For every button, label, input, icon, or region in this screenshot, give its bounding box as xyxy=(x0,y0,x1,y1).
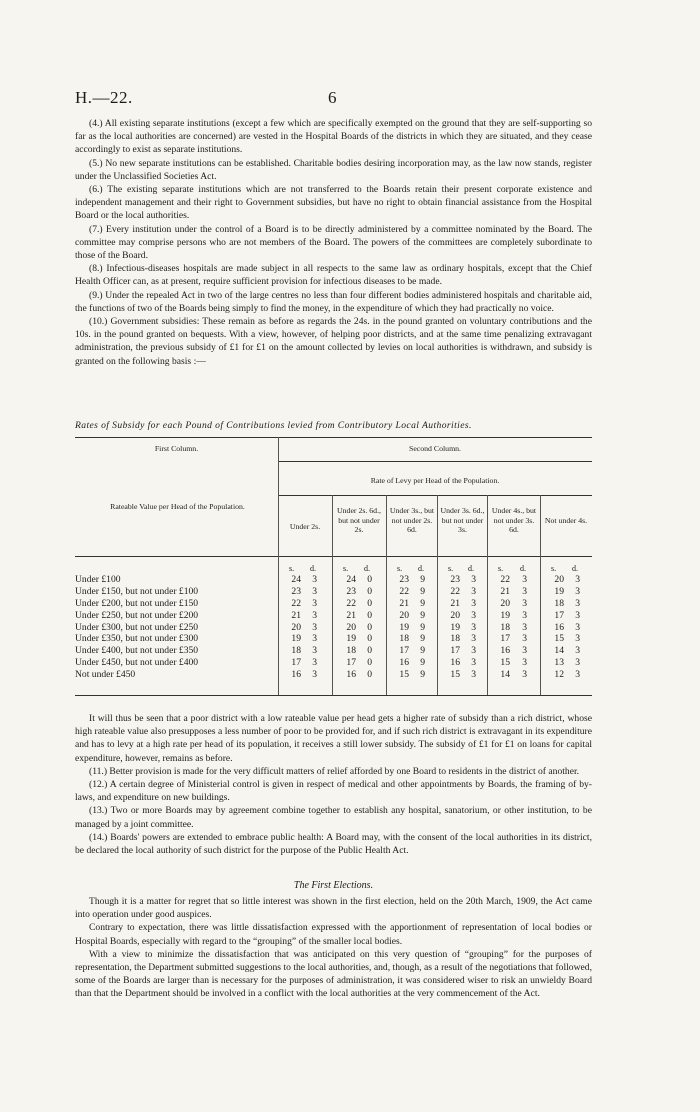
shillings-cell: 23 xyxy=(399,574,409,585)
table-row xyxy=(75,645,592,657)
pence-cell: 3 xyxy=(575,621,580,633)
shillings-cell: 17 xyxy=(554,609,564,621)
row-label: Under £450, but not under £400 xyxy=(75,657,199,669)
pence-cell: 0 xyxy=(367,621,372,633)
pence-cell: 0 xyxy=(367,574,372,585)
shillings-cell: 18 xyxy=(554,597,564,609)
pence-cell: 0 xyxy=(367,669,372,681)
row-label: Under £250, but not under £200 xyxy=(75,609,199,621)
shillings-cell: 24 xyxy=(346,574,356,585)
unit-d: d. xyxy=(468,564,474,573)
shillings-cell: 12 xyxy=(554,669,564,681)
column-header: Under 4s., but not under 3s. 6d. xyxy=(491,506,537,534)
shillings-cell: 22 xyxy=(346,597,356,609)
pence-cell: 3 xyxy=(471,597,476,609)
paragraph: (8.) Infectious-diseases hospitals are made subject in all respects to the same law as ordinary hospitals, except that the Chief Health Officer can, as at present, require sufficient provision for infectious diseases to be made. xyxy=(75,263,592,288)
pence-cell: 3 xyxy=(312,669,317,681)
paragraph: (9.) Under the repealed Act in two of the large centres no less than four different bodies administered hospitals and charitable aid, the functions of two of the Boards being simply to find the money, in the expenditure of which they had practically no voice. xyxy=(75,289,592,314)
unit-s: s. xyxy=(343,564,349,573)
pence-cell: 0 xyxy=(367,633,372,645)
shillings-cell: 18 xyxy=(399,633,409,645)
shillings-cell: 20 xyxy=(346,621,356,633)
pence-cell: 3 xyxy=(575,574,580,585)
shillings-cell: 22 xyxy=(450,585,460,597)
shillings-cell: 18 xyxy=(450,633,460,645)
shillings-cell: 23 xyxy=(450,574,460,585)
unit-s: s. xyxy=(397,564,403,573)
shillings-cell: 19 xyxy=(399,621,409,633)
shillings-cell: 14 xyxy=(554,645,564,657)
table-title: Rates of Subsidy for each Pound of Contributions levied from Contributory Local Authorities. xyxy=(75,420,472,431)
pence-cell: 3 xyxy=(312,585,317,597)
shillings-cell: 21 xyxy=(399,597,409,609)
shillings-cell: 16 xyxy=(291,669,301,681)
shillings-cell: 21 xyxy=(500,585,510,597)
pence-cell: 0 xyxy=(367,585,372,597)
row-label: Under £350, but not under £300 xyxy=(75,633,199,645)
page-number: 6 xyxy=(328,88,337,107)
table-rule xyxy=(75,556,592,557)
pence-cell: 3 xyxy=(575,633,580,645)
pence-cell: 0 xyxy=(367,645,372,657)
table-row xyxy=(75,622,592,634)
pence-cell: 3 xyxy=(575,585,580,597)
pence-cell: 9 xyxy=(420,669,425,681)
pence-cell: 3 xyxy=(312,574,317,585)
unit-d: d. xyxy=(572,564,578,573)
shillings-cell: 18 xyxy=(346,645,356,657)
pence-cell: 9 xyxy=(420,609,425,621)
shillings-cell: 17 xyxy=(291,657,301,669)
shillings-cell: 22 xyxy=(500,574,510,585)
shillings-cell: 23 xyxy=(291,585,301,597)
unit-s: s. xyxy=(498,564,504,573)
pence-cell: 9 xyxy=(420,574,425,585)
paragraph: (10.) Government subsidies: These remain as before as regards the 24s. in the pound granted on voluntary contributions and the 10s. in the pound granted on bequests. With a view, however, of helping poor districts, and at the same time penalizing extravagant administration, the previous subsidy of £1 for £1 on the amount collected by levies on local authorities is withdrawn, and subsidy is granted on the following basis :— xyxy=(75,316,592,367)
pence-cell: 9 xyxy=(420,633,425,645)
shillings-cell: 20 xyxy=(554,574,564,585)
pence-cell: 3 xyxy=(471,657,476,669)
unit-d: d. xyxy=(364,564,370,573)
pence-cell: 3 xyxy=(522,645,527,657)
pence-cell: 3 xyxy=(575,657,580,669)
table-rule xyxy=(278,461,592,462)
shillings-cell: 17 xyxy=(500,633,510,645)
shillings-cell: 20 xyxy=(500,597,510,609)
pence-cell: 3 xyxy=(471,585,476,597)
paragraph: (6.) The existing separate institutions which are not transferred to the Boards retain their present corporate existence and independent management and their right to Government subsidies, but have no right to obtain financial assistance from the Hospital Board or the local authorities. xyxy=(75,184,592,222)
pence-cell: 3 xyxy=(471,645,476,657)
shillings-cell: 22 xyxy=(291,597,301,609)
first-column-caption: First Column. xyxy=(154,444,199,453)
body-text-bottom xyxy=(75,712,592,857)
table-row xyxy=(75,657,592,669)
pence-cell: 9 xyxy=(420,597,425,609)
pence-cell: 3 xyxy=(522,633,527,645)
body-text-top xyxy=(75,117,592,368)
table-top-rule xyxy=(75,437,592,438)
table-bottom-rule xyxy=(75,695,592,696)
row-label: Under £400, but not under £350 xyxy=(75,645,199,657)
shillings-cell: 20 xyxy=(291,621,301,633)
pence-cell: 3 xyxy=(471,669,476,681)
shillings-cell: 17 xyxy=(399,645,409,657)
shillings-cell: 13 xyxy=(554,657,564,669)
shillings-cell: 15 xyxy=(500,657,510,669)
pence-cell: 3 xyxy=(312,633,317,645)
shillings-cell: 18 xyxy=(500,621,510,633)
pence-cell: 0 xyxy=(367,609,372,621)
shillings-cell: 20 xyxy=(399,609,409,621)
pence-cell: 0 xyxy=(367,597,372,609)
pence-cell: 3 xyxy=(522,574,527,585)
page-header xyxy=(75,88,615,108)
table-row xyxy=(75,598,592,610)
pence-cell: 0 xyxy=(367,657,372,669)
pence-cell: 3 xyxy=(522,621,527,633)
report-code: H.—22. xyxy=(75,88,133,107)
paragraph: With a view to minimize the dissatisfaction that was anticipated on this very question of “grouping” for the purposes of representation, the Department submitted suggestions to the local authorities, and, though, as a result of the negotiations that followed, some of the Boards are larger than is necessary for the purposes of administration, it was considered wiser to risk an unwieldy Board than that the Department should be involved in a conflict with the local authorities at the very commencement of the Act. xyxy=(75,948,592,1000)
shillings-cell: 21 xyxy=(450,597,460,609)
column-header: Under 3s., but not under 2s. 6d. xyxy=(389,506,435,534)
column-header: Under 2s. 6d., but not under 2s. xyxy=(337,506,381,534)
pence-cell: 9 xyxy=(420,657,425,669)
pence-cell: 3 xyxy=(575,597,580,609)
shillings-cell: 19 xyxy=(346,633,356,645)
pence-cell: 3 xyxy=(312,657,317,669)
shillings-cell: 15 xyxy=(554,633,564,645)
shillings-cell: 19 xyxy=(291,633,301,645)
row-label: Under £200, but not under £150 xyxy=(75,597,199,609)
shillings-cell: 22 xyxy=(399,585,409,597)
pence-cell: 3 xyxy=(522,669,527,681)
shillings-cell: 15 xyxy=(450,669,460,681)
pence-cell: 3 xyxy=(312,597,317,609)
paragraph: It will thus be seen that a poor district with a low rateable value per head gets a higher rate of subsidy than a rich district, whose high rateable value also presupposes a less number of poor to be provided for, and if such rich district is extravagant in its expenditure and has to levy at a high rate per head of its population, it receives a still lower subsidy. The subsidy of £1 for £1 on loans for capital expenditure, however, remains as before. xyxy=(75,713,592,764)
pence-cell: 9 xyxy=(420,585,425,597)
shillings-cell: 19 xyxy=(500,609,510,621)
table-row xyxy=(75,669,592,681)
shillings-cell: 19 xyxy=(554,585,564,597)
paragraph: Contrary to expectation, there was little dissatisfaction expressed with the apportionment of representation of local bodies or Hospital Boards, especially with regard to the “grouping” of the smaller local bodies. xyxy=(75,922,592,947)
shillings-cell: 19 xyxy=(450,621,460,633)
shillings-cell: 24 xyxy=(291,574,301,585)
unit-d: d. xyxy=(310,564,316,573)
paragraph: (14.) Boards' powers are extended to embrace public health: A Board may, with the consent of the local authorities in its district, be declared the local authority of such district for the purpose of the Public Health Act. xyxy=(75,831,592,857)
row-label: Not under £450 xyxy=(75,669,136,681)
pence-cell: 3 xyxy=(522,657,527,669)
shillings-cell: 21 xyxy=(291,609,301,621)
column-header: Under 3s. 6d., but not under 3s. xyxy=(440,506,485,534)
pence-cell: 3 xyxy=(312,609,317,621)
shillings-cell: 17 xyxy=(450,645,460,657)
shillings-cell: 14 xyxy=(500,669,510,681)
row-label: Under £100 xyxy=(75,574,121,585)
table-row xyxy=(75,574,592,586)
pence-cell: 9 xyxy=(420,645,425,657)
pence-cell: 3 xyxy=(522,585,527,597)
pence-cell: 3 xyxy=(312,645,317,657)
shillings-cell: 17 xyxy=(346,657,356,669)
unit-d: d. xyxy=(520,564,526,573)
pence-cell: 3 xyxy=(471,633,476,645)
section-title: The First Elections. xyxy=(293,880,374,891)
shillings-cell: 16 xyxy=(450,657,460,669)
pence-cell: 3 xyxy=(522,609,527,621)
shillings-cell: 16 xyxy=(346,669,356,681)
pence-cell: 3 xyxy=(575,609,580,621)
table-row xyxy=(75,586,592,598)
paragraph: (12.) A certain degree of Ministerial control is given in respect of medical and other appointments by Boards, the framing of by-laws, and expenditure on new buildings. xyxy=(75,779,592,804)
row-label: Under £300, but not under £250 xyxy=(75,621,199,633)
paragraph: (5.) No new separate institutions can be established. Charitable bodies desiring incorporation may, as the law now stands, register under the Unclassified Societies Act. xyxy=(75,157,592,182)
pence-cell: 3 xyxy=(471,609,476,621)
unit-s: s. xyxy=(448,564,454,573)
shillings-cell: 16 xyxy=(500,645,510,657)
second-column-caption: Second Column. xyxy=(409,444,461,453)
table-rule xyxy=(278,495,592,496)
table-row xyxy=(75,633,592,645)
body-text-elections xyxy=(75,895,592,1001)
paragraph: (7.) Every institution under the control of a Board is to be directly administered by a committee nominated by the Board. The committee may comprise persons who are not members of the Board. The powers of the committees are completely subordinate to those of the Board. xyxy=(75,223,592,262)
pence-cell: 3 xyxy=(471,621,476,633)
shillings-cell: 15 xyxy=(399,669,409,681)
pence-cell: 3 xyxy=(575,645,580,657)
pence-cell: 3 xyxy=(471,574,476,585)
column-header: Under 2s. xyxy=(289,522,321,531)
pence-cell: 3 xyxy=(522,597,527,609)
shillings-cell: 23 xyxy=(346,585,356,597)
row-label: Under £150, but not under £100 xyxy=(75,585,199,597)
rateable-value-caption: Rateable Value per Head of the Population. xyxy=(110,502,245,511)
shillings-cell: 16 xyxy=(554,621,564,633)
paragraph: (11.) Better provision is made for the very difficult matters of relief afforded by one Board to residents in the district of another. xyxy=(89,765,580,777)
pence-cell: 3 xyxy=(575,669,580,681)
column-header: Not under 4s. xyxy=(544,516,588,525)
unit-s: s. xyxy=(551,564,557,573)
paragraph: Though it is a matter for regret that so little interest was shown in the first election, held on the 20th March, 1909, the Act came into operation under good auspices. xyxy=(75,896,592,921)
shillings-cell: 18 xyxy=(291,645,301,657)
shillings-cell: 20 xyxy=(450,609,460,621)
unit-d: d. xyxy=(418,564,424,573)
paragraph: (13.) Two or more Boards may by agreement combine together to establish any hospital, sanatorium, or other institution, to be managed by a joint committee. xyxy=(75,805,592,830)
pence-cell: 3 xyxy=(312,621,317,633)
pence-cell: 9 xyxy=(420,621,425,633)
rate-caption: Rate of Levy per Head of the Population. xyxy=(370,476,500,485)
paragraph: (4.) All existing separate institutions (except a few which are specifically exempted on the ground that they are self-supporting so far as the local authorities are concerned) are vested in the Hospital Boards of the districts in which they are situated, and they cease accordingly to exist as separate institutions. xyxy=(75,118,592,156)
table-row xyxy=(75,610,592,622)
unit-s: s. xyxy=(289,564,295,573)
shillings-cell: 16 xyxy=(399,657,409,669)
table-body xyxy=(75,564,592,681)
shillings-cell: 21 xyxy=(346,609,356,621)
